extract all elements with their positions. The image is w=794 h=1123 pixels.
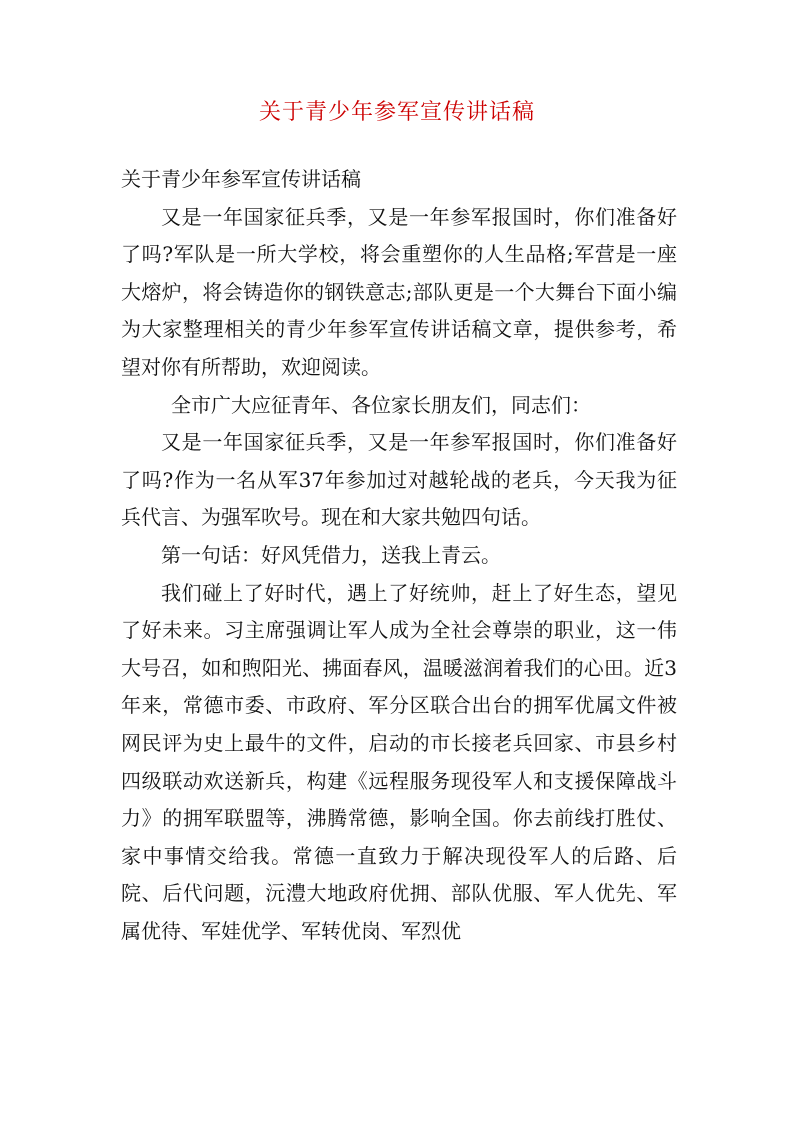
paragraph-first-point-body: 我们碰上了好时代，遇上了好统帅，赶上了好生态，望见了好未来。习主席强调让军人成为全社会尊崇的职业，这一伟大号召，如和煦阳光、拂面春风，温暖滋润着我们的心田。近3年来，常德市委、市政府、军分区联合出台的拥军优属文件被网民评为史上最牛的文件，启动的市长接老兵回家、市县乡村四级联动欢送新兵，构建《远程服务现役军人和支援保障战斗力》的拥军联盟等，沸腾常德，影响全国。你去前线打胜仗、家中事情交给我。常德一直致力于解决现役军人的后路、后院、后代问题，沅澧大地政府优拥、部队优服、军人优先、军属优待、军娃优学、军转优岗、军烈优 xyxy=(121,580,677,943)
paragraph-salutation: 全市广大应征青年、各位家长朋友们，同志们： xyxy=(171,392,591,417)
paragraph-intro: 又是一年国家征兵季，又是一年参军报国时，你们准备好了吗?军队是一所大学校，将会重塑你的人生品格;军营是一座大熔炉，将会铸造你的钢铁意志;部队更是一个大舞台下面小编为大家整理相关的青少年参军宣传讲话稿文章，提供参考，希望对你有所帮助，欢迎阅读。 xyxy=(121,204,677,379)
document-body xyxy=(121,161,677,950)
paragraph-subtitle: 关于青少年参军宣传讲话稿 xyxy=(121,167,361,191)
paragraph-first-point: 第一句话：好风凭借力，送我上青云。 xyxy=(161,542,501,567)
paragraph-opening: 又是一年国家征兵季，又是一年参军报国时，你们准备好了吗?作为一名从军37年参加过对越轮战的老兵，今天我为征兵代言、为强军吹号。现在和大家共勉四句话。 xyxy=(121,430,677,530)
document-title: 关于青少年参军宣传讲话稿 xyxy=(258,100,535,125)
